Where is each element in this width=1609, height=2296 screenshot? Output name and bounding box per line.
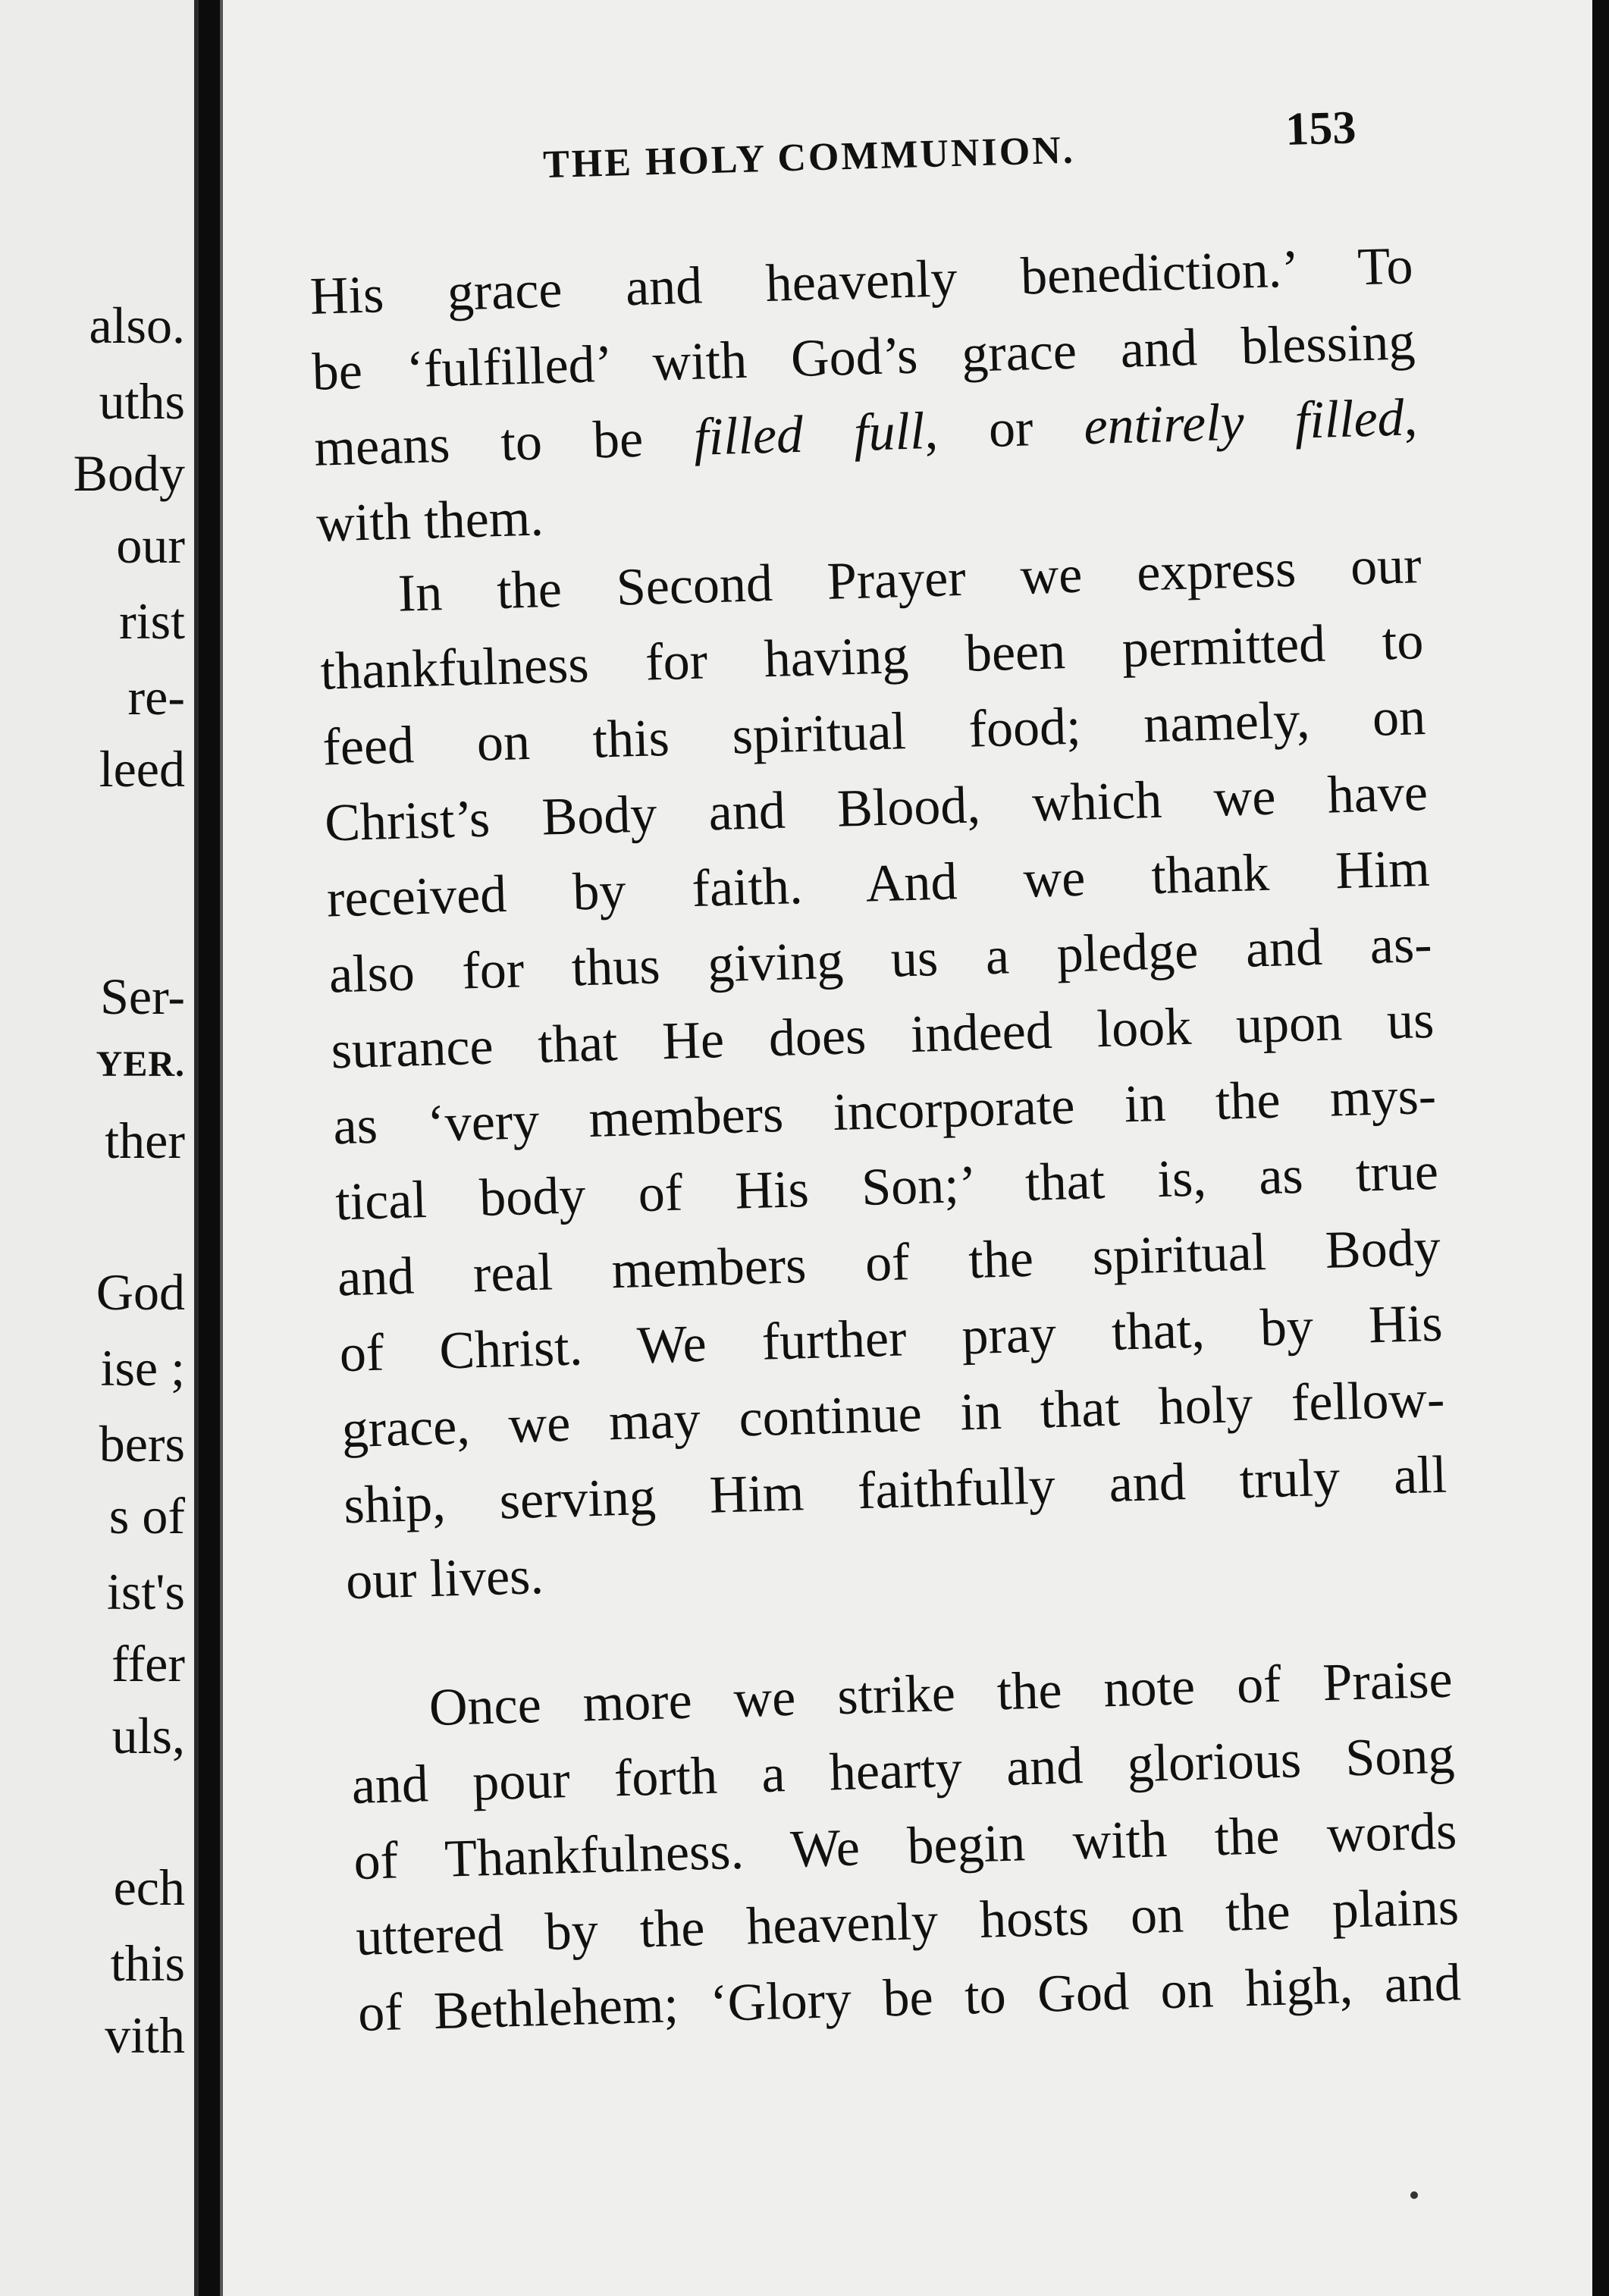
facing-page-fragment: ther <box>105 1112 185 1169</box>
facing-page-fragment: leed <box>99 740 185 798</box>
page-edge <box>220 0 223 2296</box>
text-line: and real members of the spiritual Body <box>337 1218 1441 1308</box>
text-line: and pour forth a hearty and glorious Song <box>350 1726 1456 1816</box>
running-head: THE HOLY COMMUNION. <box>542 128 1076 187</box>
text-line: our lives. <box>345 1546 544 1611</box>
text-line: surance that He does indeed look upon us <box>330 990 1435 1081</box>
print-speck <box>1410 2191 1418 2199</box>
text-line: means to be filled full, or entirely filled, <box>313 388 1419 478</box>
book-page <box>220 0 1592 2296</box>
facing-page-fragment: Body <box>73 444 185 502</box>
facing-page-fragment: our <box>116 516 185 574</box>
text-line: uttered by the heavenly hosts on the plains <box>355 1877 1460 1967</box>
text-line: His grace and heavenly benediction.’ To <box>309 237 1414 326</box>
facing-page-fragment: ech <box>113 1858 185 1916</box>
text-line: of Bethlehem; ‘Glory be to God on high, and <box>357 1953 1462 2043</box>
facing-page-fragment: ffer <box>111 1635 185 1692</box>
text-line: feed on this spiritual food; namely, on <box>321 687 1427 777</box>
text-line: ship, serving Him faithfully and truly all <box>343 1445 1448 1535</box>
facing-page-fragment: rist <box>119 592 185 650</box>
page-number: 153 <box>1284 102 1357 155</box>
text-line: In the Second Prayer we express our <box>397 536 1422 623</box>
text-line: of Christ. We further pray that, by His <box>338 1294 1444 1384</box>
page-gutter <box>194 0 199 2296</box>
text-line: with them. <box>315 488 544 554</box>
facing-page-fragment: uths <box>99 372 185 430</box>
facing-page <box>0 0 199 2296</box>
facing-page-fragment: s of <box>108 1487 185 1545</box>
text-line: grace, we may continue in that holy fellow- <box>340 1369 1446 1460</box>
text-line: thankfulness for having been permitted to <box>319 612 1425 701</box>
text-line: as ‘very members incorporate in the mys- <box>332 1066 1438 1156</box>
facing-page-fragment: ist's <box>107 1563 185 1620</box>
facing-page-fragment: re- <box>127 668 185 726</box>
text-line: also for thus giving us a pledge and as- <box>328 914 1433 1005</box>
facing-page-fragment: this <box>110 1934 185 1992</box>
page-content <box>220 0 1592 2295</box>
text-line: Christ’s Body and Blood, which we have <box>324 763 1429 853</box>
facing-page-fragment: also. <box>89 296 185 354</box>
text-line: of Thankfulness. We begin with the words <box>353 1802 1458 1892</box>
facing-page-fragment: Ser- <box>100 968 185 1025</box>
facing-page-fragment: YER. <box>96 1044 185 1084</box>
text-line: received by faith. And we thank Him <box>326 839 1431 929</box>
facing-page-fragment: God <box>96 1263 185 1321</box>
text-line: Once more we strike the note of Praise <box>428 1650 1454 1738</box>
facing-page-fragment: vith <box>105 2006 185 2064</box>
text-line: tical body of His Son;’ that is, as true <box>334 1142 1439 1232</box>
facing-page-fragment: bers <box>99 1415 185 1473</box>
text-line: be ‘fulfilled’ with God’s grace and blessing <box>311 312 1416 402</box>
facing-page-fragment: uls, <box>111 1707 185 1764</box>
facing-page-fragment: ise ; <box>100 1339 185 1397</box>
